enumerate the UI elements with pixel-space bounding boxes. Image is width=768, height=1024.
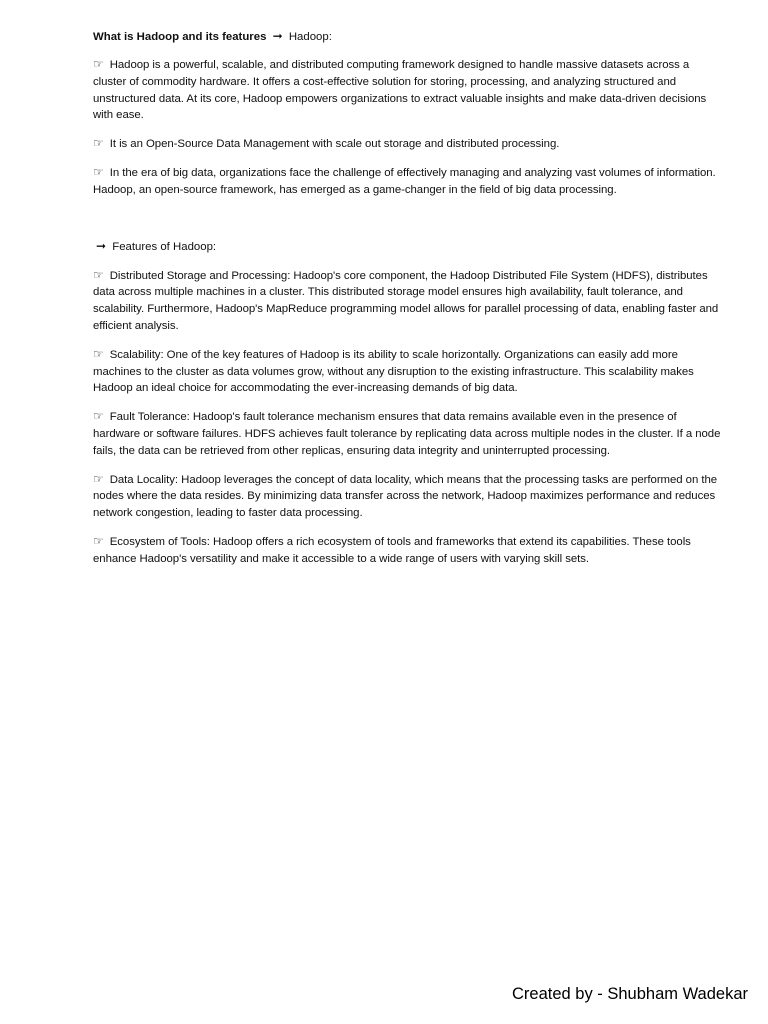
feature-paragraph-ecosystem: [93, 533, 725, 568]
intro-paragraph-1: [93, 56, 725, 124]
paragraph-text: Ecosystem of Tools: Hadoop offers a rich ecosystem of tools and frameworks that extend its capabilities. These tools enhance Hadoop's versatility and make it accessible to a wide range of users with varying skill sets.: [93, 535, 691, 565]
footer-credit: Created by - Shubham Wadekar: [511, 985, 748, 1003]
page-heading: [93, 28, 725, 46]
intro-paragraph-2: [93, 135, 725, 153]
pointing-hand-icon: ☞: [93, 471, 104, 486]
paragraph-text: Fault Tolerance: Hadoop's fault tolerance mechanism ensures that data remains available even in the presence of hardware or software failures. HDFS achieves fault tolerance by replicating data across multiple nodes in the cluster. If a node fails, the data can be retrieved from other replicas, ensuring data integrity and uninterrupted processing.: [93, 411, 721, 457]
paragraph-text: It is an Open-Source Data Management with scale out storage and distributed processing.: [109, 138, 560, 151]
feature-paragraph-scalability: [93, 346, 725, 397]
features-heading-label: Features of Hadoop:: [112, 240, 217, 253]
arrow-right-icon: ➞: [272, 29, 283, 43]
feature-paragraph-distributed-storage: [93, 267, 725, 335]
document-body: [93, 28, 725, 579]
pointing-hand-icon: ☞: [93, 267, 104, 282]
arrow-right-icon: ➞: [96, 238, 107, 253]
paragraph-text: Distributed Storage and Processing: Hadoop's core component, the Hadoop Distributed File System (HDFS), distributes data across multiple machines in a cluster. This distributed storage model ensures high availability, fault tolerance, and scalability. Furthermore, Hadoop's MapReduce programming model allows for parallel processing of data, enabling faster and efficient analysis.: [93, 269, 719, 332]
pointing-hand-icon: ☞: [93, 533, 104, 548]
feature-paragraph-data-locality: [93, 471, 725, 522]
heading-suffix: Hadoop:: [288, 31, 332, 43]
pointing-hand-icon: ☞: [93, 409, 104, 424]
intro-paragraph-3: [93, 164, 725, 199]
feature-paragraph-fault-tolerance: [93, 408, 725, 459]
paragraph-text: Hadoop is a powerful, scalable, and distributed computing framework designed to handle massive datasets across a cluster of commodity hardware. It offers a cost-effective solution for storing, processing, and analyzing structured and unstructured data. At its core, Hadoop empowers organizations to extract valuable insights and make data-driven decisions with ease.: [93, 59, 707, 122]
pointing-hand-icon: ☞: [93, 164, 104, 179]
paragraph-text: Scalability: One of the key features of Hadoop is its ability to scale horizontally. Organizations can easily add more machines to the cluster as data volumes grow, without any disruption to the existing infrastructure. This scalability makes Hadoop an ideal choice for accommodating the ever-increasing demands of big data.: [93, 348, 694, 395]
pointing-hand-icon: ☞: [93, 57, 104, 71]
paragraph-text: In the era of big data, organizations face the challenge of effectively managing and analyzing vast volumes of information. Hadoop, an open-source framework, has emerged as a game-changer in the field of big data processing.: [93, 166, 716, 196]
paragraph-text: Data Locality: Hadoop leverages the concept of data locality, which means that the processing tasks are performed on the nodes where the data resides. By minimizing data transfer across the network, Hadoop maximizes performance and reduces network congestion, leading to faster data processing.: [93, 473, 718, 520]
section-spacer: [93, 210, 725, 238]
features-heading: [96, 238, 725, 256]
pointing-hand-icon: ☞: [93, 346, 104, 361]
page-title: What is Hadoop and its features: [93, 31, 267, 43]
pointing-hand-icon: ☞: [93, 136, 104, 151]
